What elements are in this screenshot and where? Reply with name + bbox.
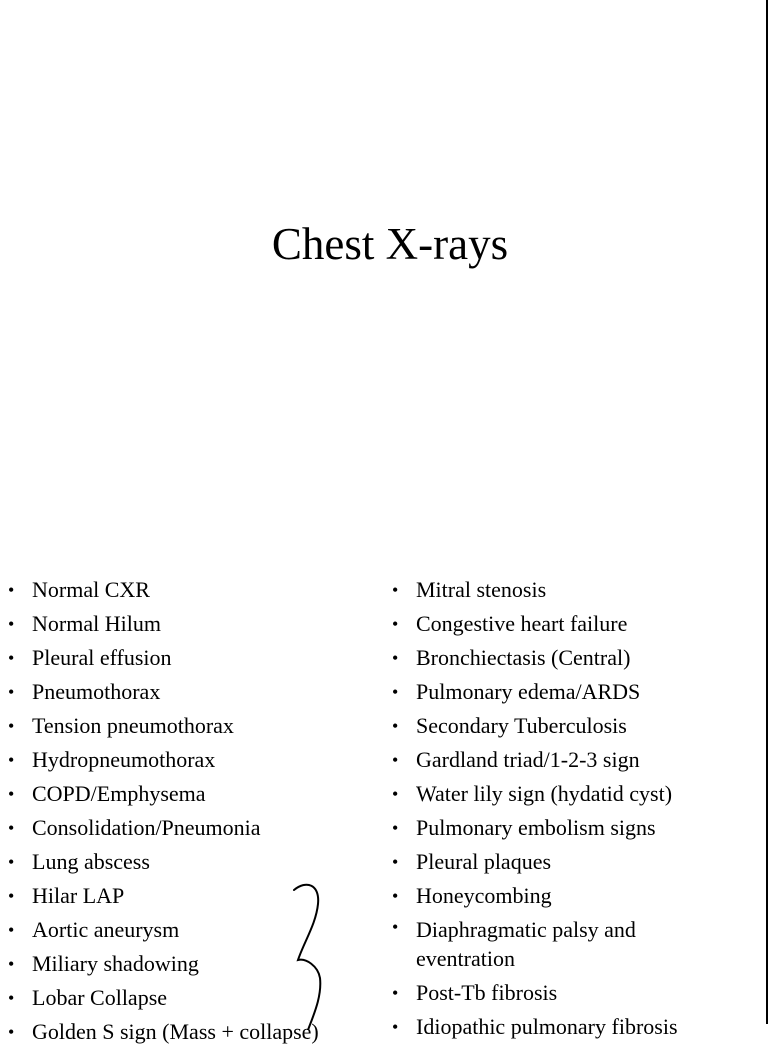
list-item-label: Mitral stenosis xyxy=(416,577,547,602)
list-item-label: Congestive heart failure xyxy=(416,611,628,636)
bullet: • xyxy=(8,988,15,1008)
bullet: • xyxy=(392,580,399,600)
bullet: • xyxy=(392,852,399,872)
list-item-label: Pulmonary edema/ARDS xyxy=(416,679,641,704)
list-item-label: Bronchiectasis (Central) xyxy=(416,645,631,670)
right-topic-list xyxy=(392,573,732,1044)
list-item-label: Pleural effusion xyxy=(32,645,172,670)
list-item xyxy=(8,709,368,743)
bullet: • xyxy=(392,750,399,770)
list-item xyxy=(392,573,732,607)
list-item-label: Consolidation/Pneumonia xyxy=(32,815,261,840)
bullet: • xyxy=(8,750,15,770)
list-item-label: Aortic aneurysm xyxy=(32,917,180,942)
list-item xyxy=(8,743,368,777)
page-title: Chest X-rays xyxy=(271,219,509,269)
bullet: • xyxy=(8,682,15,702)
bullet: • xyxy=(392,784,399,804)
list-item-label: Miliary shadowing xyxy=(32,951,199,976)
handwritten-brace-mark xyxy=(288,880,338,1030)
list-item-label: Idiopathic pulmonary fibrosis xyxy=(416,1014,678,1039)
bullet: • xyxy=(8,784,15,804)
bullet: • xyxy=(392,682,399,702)
bullet: • xyxy=(392,917,399,937)
list-item-label: Water lily sign (hydatid cyst) xyxy=(416,781,673,806)
list-item-label: Lung abscess xyxy=(32,849,150,874)
bullet: • xyxy=(392,1017,399,1037)
list-item xyxy=(8,811,368,845)
list-item xyxy=(8,641,368,675)
list-item-label: Secondary Tuberculosis xyxy=(416,713,627,738)
bullet: • xyxy=(392,818,399,838)
bullet: • xyxy=(392,983,399,1003)
list-item xyxy=(392,777,732,811)
list-item-label: COPD/Emphysema xyxy=(32,781,206,806)
list-item xyxy=(8,573,368,607)
bullet: • xyxy=(8,920,15,940)
list-item xyxy=(392,879,732,913)
list-item-label: Post-Tb fibrosis xyxy=(416,980,558,1005)
bullet: • xyxy=(8,580,15,600)
bullet: • xyxy=(8,716,15,736)
list-item-label: Golden S sign (Mass + collapse) xyxy=(32,1019,319,1044)
list-item-label: Pneumothorax xyxy=(32,679,161,704)
list-item xyxy=(8,607,368,641)
list-item-label: Pulmonary embolism signs xyxy=(416,815,656,840)
list-item-label: Lobar Collapse xyxy=(32,985,168,1010)
list-item-label: Normal Hilum xyxy=(32,611,161,636)
list-item-label: Tension pneumothorax xyxy=(32,713,234,738)
list-item xyxy=(392,709,732,743)
list-item xyxy=(392,913,732,976)
bullet: • xyxy=(8,818,15,838)
bullet: • xyxy=(8,886,15,906)
bullet: • xyxy=(8,954,15,974)
list-item xyxy=(8,845,368,879)
list-item xyxy=(392,743,732,777)
bullet: • xyxy=(392,614,399,634)
list-item xyxy=(8,777,368,811)
list-item-label: Honeycombing xyxy=(416,883,552,908)
list-item-label: Gardland triad/1-2-3 sign xyxy=(416,747,640,772)
list-item-label: Pleural plaques xyxy=(416,849,552,874)
list-item-label: Hydropneumothorax xyxy=(32,747,216,772)
bullet: • xyxy=(8,648,15,668)
list-item xyxy=(392,1010,732,1044)
bullet: • xyxy=(392,716,399,736)
list-item xyxy=(392,675,732,709)
bullet: • xyxy=(8,614,15,634)
bullet: • xyxy=(8,1022,15,1042)
list-item xyxy=(392,641,732,675)
list-item xyxy=(392,811,732,845)
bullet: • xyxy=(392,648,399,668)
list-item-label: Hilar LAP xyxy=(32,883,125,908)
list-item-label: Normal CXR xyxy=(32,577,150,602)
list-item xyxy=(8,675,368,709)
bullet: • xyxy=(8,852,15,872)
bullet: • xyxy=(392,886,399,906)
list-item xyxy=(392,607,732,641)
list-item-label: Diaphragmatic palsy and eventration xyxy=(416,917,636,971)
list-item xyxy=(392,845,732,879)
list-item xyxy=(392,976,732,1010)
